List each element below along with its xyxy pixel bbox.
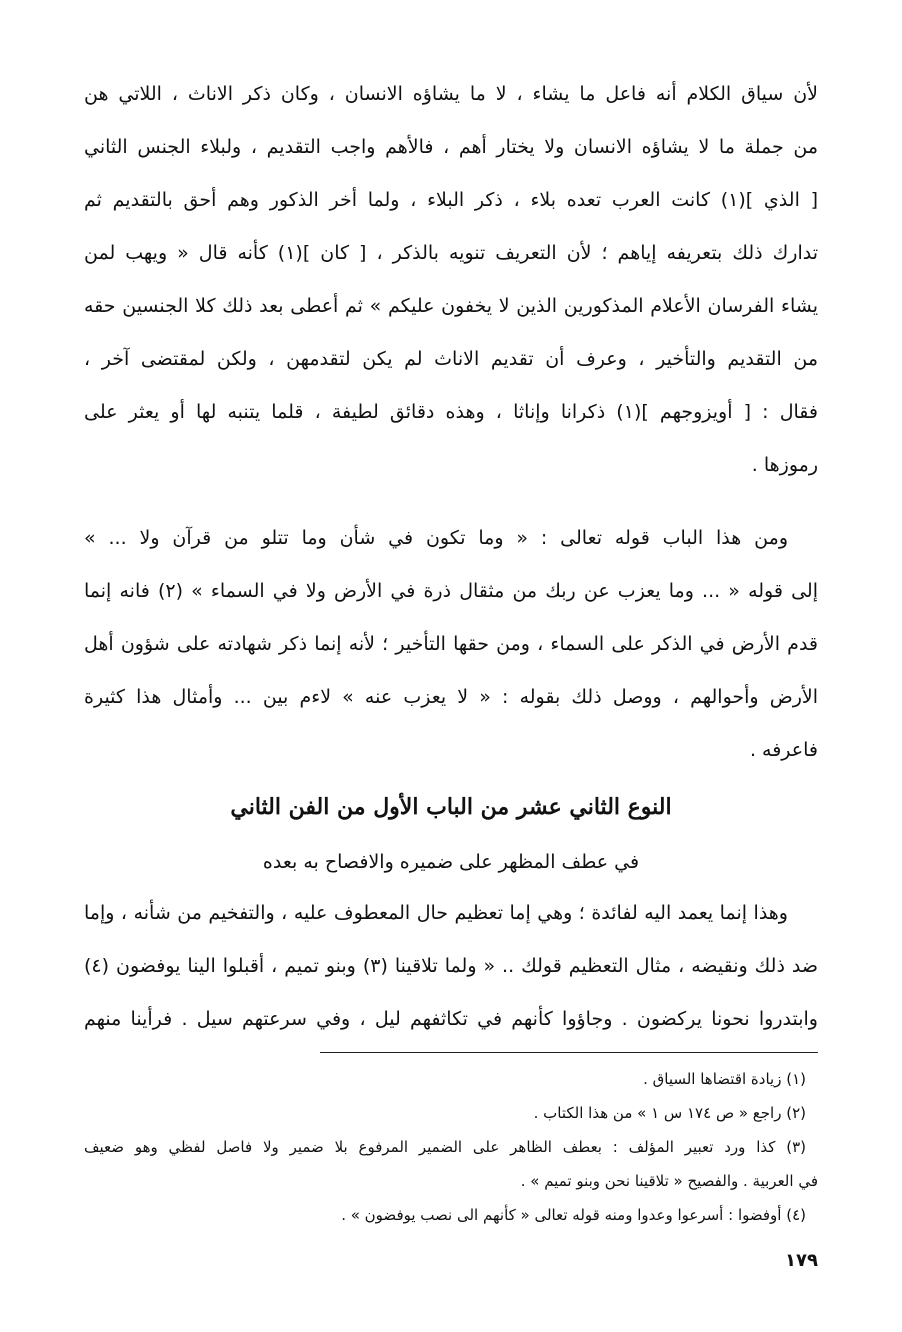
footnotes <box>84 1062 818 1232</box>
footnote: (٤) أوفضوا : أسرعوا وعدوا ومنه قوله تعالى « كأنهم الى نصب يوفضون » . <box>341 1206 806 1224</box>
paragraph <box>84 68 818 492</box>
text-line: ومن هذا الباب قوله تعالى : « وما تكون في شأن وما تتلو من قرآن ولا ... » <box>84 527 788 549</box>
text-line: تدارك ذلك بتعريفه إياهم ؛ لأن التعريف تنويه بالذكر ، [ كان ](١) كأنه قال « ويهب لمن <box>84 242 818 264</box>
footnote: (١) زيادة اقتضاها السياق . <box>643 1070 806 1088</box>
text-line: من جملة ما لا يشاؤه الانسان ولا يختار أهم ، فالأهم واجب التقديم ، ولبلاء الجنس الثاني <box>84 136 818 158</box>
text-line: قدم الأرض في الذكر على السماء ، ومن حقها التأخير ؛ لأنه إنما ذكر شهادته على شؤون أهل <box>84 633 818 655</box>
text-line: [ الذي ](١) كانت العرب تعده بلاء ، ذكر البلاء ، ولما أخر الذكور وهم أحق بالتقديم ثم <box>84 189 818 211</box>
text-line: من التقديم والتأخير ، وعرف أن تقديم الاناث لم يكن لتقدمهن ، ولكن لمقتضى آخر ، <box>84 348 818 370</box>
text-line: يشاء الفرسان الأعلام المذكورين الذين لا يخفون عليكم » ثم أعطى بعد ذلك كلا الجنسين حقه <box>84 295 818 317</box>
footnote: (٢) راجع « ص ١٧٤ س ١ » من هذا الكتاب . <box>533 1104 806 1122</box>
text-line: وهذا إنما يعمد اليه لفائدة ؛ وهي إما تعظيم حال المعطوف عليه ، والتفخيم من شأنه ، وإما <box>84 902 788 924</box>
footnote: (٣) كذا ورد تعبير المؤلف : بعطف الظاهر على الضمير المرفوع بلا ضمير ولا فاصل لفظي وهو ضعيف <box>84 1138 806 1156</box>
paragraph <box>84 887 818 1046</box>
footnote-continuation: في العربية . والفصيح « تلاقينا نحن وبنو تميم » . <box>520 1172 818 1190</box>
paragraph-gap <box>84 492 818 512</box>
text-line: وابتدروا نحونا يركضون . وجاؤوا كأنهم في تكاثفهم ليل ، وفي سرعتهم سيل . فرأينا منهم <box>84 1008 818 1030</box>
text-line: فقال : [ أويزوجهم ](١) ذكرانا وإناثا ، وهذه دقائق لطيفة ، قلما يتنبه لها أو يعثر على <box>84 401 818 423</box>
text-line: رموزها . <box>751 454 818 476</box>
text-line: فاعرفه . <box>749 739 818 761</box>
section-heading: النوع الثاني عشر من الباب الأول من الفن الثاني <box>230 794 672 820</box>
section-subheading: في عطف المظهر على ضميره والافصاح به بعده <box>262 851 640 873</box>
text-line: ضد ذلك ونقيضه ، مثال التعظيم قولك .. « ولما تلاقينا (٣) وبنو تميم ، أقبلوا الينا يوفضون (٤) <box>84 955 818 977</box>
paragraph <box>84 512 818 777</box>
page-number: ١٧٩ <box>785 1250 818 1271</box>
footnote-divider <box>320 1052 818 1053</box>
text-line: لأن سياق الكلام أنه فاعل ما يشاء ، لا ما يشاؤه الانسان ، وكان ذكر الاناث ، اللاتي هن <box>84 83 818 105</box>
text-line: الأرض وأحوالهم ، ووصل ذلك بقوله : « لا يعزب عنه » لاءم بين ... وأمثال هذا كثيرة <box>84 686 818 708</box>
main-text <box>84 68 818 1046</box>
text-line: إلى قوله « ... وما يعزب عن ربك من مثقال ذرة في الأرض ولا في السماء » (٢) فانه إنما <box>84 580 818 602</box>
